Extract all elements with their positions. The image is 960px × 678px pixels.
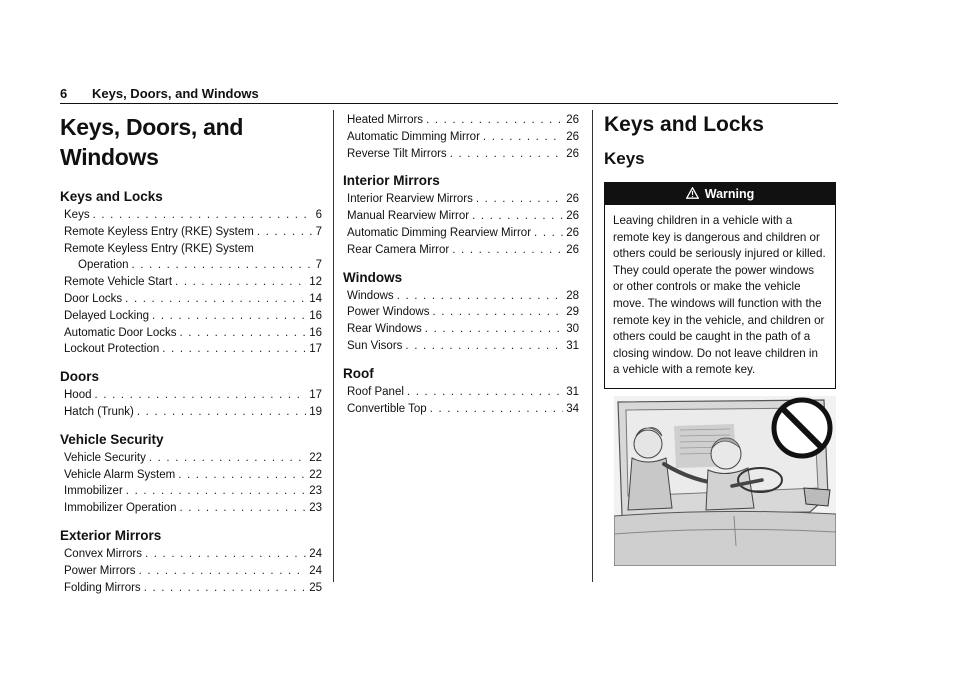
toc-heading-keys-and-locks: Keys and Locks	[60, 189, 163, 204]
toc-entry[interactable]: Power Windows . . . 29	[343, 304, 579, 321]
toc-entry-continued[interactable]: Operation . . . 7	[60, 257, 322, 274]
toc-entry[interactable]: Interior Rearview Mirrors . . . 26	[343, 191, 579, 208]
toc-entry[interactable]: Hatch (Trunk) . . . 19	[60, 404, 322, 421]
toc-entry[interactable]: Sun Visors . . . 31	[343, 338, 579, 355]
toc-heading-vehicle-security: Vehicle Security	[60, 431, 164, 447]
toc-entry[interactable]: Automatic Door Locks . . . 16	[60, 325, 322, 342]
toc-heading-exterior-mirrors: Exterior Mirrors	[60, 527, 162, 543]
toc-column-2	[343, 112, 579, 417]
toc-entry[interactable]: Automatic Dimming Rearview Mirror . . . 26	[343, 225, 579, 242]
warning-triangle-icon	[686, 187, 699, 202]
toc-entry[interactable]: Heated Mirrors . . . 26	[343, 112, 579, 129]
toc-list-exterior-mirrors-cont	[343, 112, 579, 162]
toc-heading-doors: Doors	[60, 369, 100, 385]
toc-entry[interactable]: Convex Mirrors . . . 24	[60, 546, 322, 563]
toc-heading-interior-mirrors: Interior Mirrors	[343, 173, 440, 189]
subsection-heading: Keys	[604, 149, 645, 168]
toc-entry[interactable]: Immobilizer Operation . . . 23	[60, 500, 322, 517]
warning-label: Warning	[704, 187, 755, 201]
column-divider-1	[333, 110, 334, 582]
toc-entry[interactable]: Door Locks . . . 14	[60, 291, 322, 308]
toc-entry[interactable]: Remote Keyless Entry (RKE) System . . . . 7	[60, 224, 322, 241]
toc-entry[interactable]: Rear Windows . . . 30	[343, 321, 579, 338]
toc-entry[interactable]: Keys . . . 6	[60, 207, 322, 224]
section-heading: Keys and Locks	[604, 113, 764, 136]
toc-entry[interactable]: Rear Camera Mirror . . . 26	[343, 242, 579, 259]
chapter-title: Keys, Doors, and Windows	[60, 114, 244, 170]
running-section-title: Keys, Doors, and Windows	[92, 86, 259, 101]
toc-entry[interactable]: Convertible Top . . . 34	[343, 401, 579, 418]
warning-text: Leaving children in a vehicle with a remote key is dangerous and children or others could be seriously injured or killed. They could operate the power windows or other controls or make the vehicle move. The windows will function with the remote key in the vehicle, and children or others could be caught in the path of a closing window. Do not leave children in a vehicle with a remote key.	[613, 214, 826, 377]
toc-entry[interactable]: Roof Panel . . . 31	[343, 384, 579, 401]
toc-entry[interactable]: Vehicle Alarm System . . . 22	[60, 467, 322, 484]
toc-entry[interactable]: Reverse Tilt Mirrors . . . 26	[343, 146, 579, 163]
toc-list-vehicle-security	[60, 450, 322, 517]
warning-header	[605, 183, 835, 205]
toc-entry[interactable]: Manual Rearview Mirror . . . 26	[343, 208, 579, 225]
toc-column-1	[60, 112, 322, 596]
page-number: 6	[60, 86, 68, 101]
toc-entry[interactable]: Automatic Dimming Mirror . . . 26	[343, 129, 579, 146]
toc-list-interior-mirrors	[343, 191, 579, 258]
toc-entry[interactable]: Windows . . . 28	[343, 288, 579, 305]
toc-entry[interactable]: Hood . . . 17	[60, 387, 322, 404]
toc-entry[interactable]: Folding Mirrors . . . 25	[60, 580, 322, 597]
column-divider-2	[592, 110, 593, 582]
toc-entry[interactable]: Remote Vehicle Start . . . 12	[60, 274, 322, 291]
no-children-in-vehicle-illustration	[614, 396, 836, 566]
toc-heading-windows: Windows	[343, 269, 403, 285]
warning-box	[604, 182, 836, 389]
toc-list-windows	[343, 288, 579, 355]
content-column	[604, 112, 836, 389]
toc-list-keys-and-locks	[60, 207, 322, 358]
toc-list-roof	[343, 384, 579, 418]
toc-entry[interactable]: Immobilizer . . . 23	[60, 483, 322, 500]
toc-entry[interactable]: Lockout Protection . . . 17	[60, 341, 322, 358]
toc-entry[interactable]: Vehicle Security . . . 22	[60, 450, 322, 467]
toc-list-doors	[60, 387, 322, 421]
toc-entry[interactable]: Delayed Locking . . . 16	[60, 308, 322, 325]
toc-entry[interactable]: Power Mirrors . . . 24	[60, 563, 322, 580]
toc-list-exterior-mirrors	[60, 546, 322, 596]
toc-entry[interactable]: Remote Keyless Entry (RKE) System	[64, 242, 254, 255]
toc-heading-roof: Roof	[343, 365, 374, 381]
page-header	[60, 84, 838, 104]
